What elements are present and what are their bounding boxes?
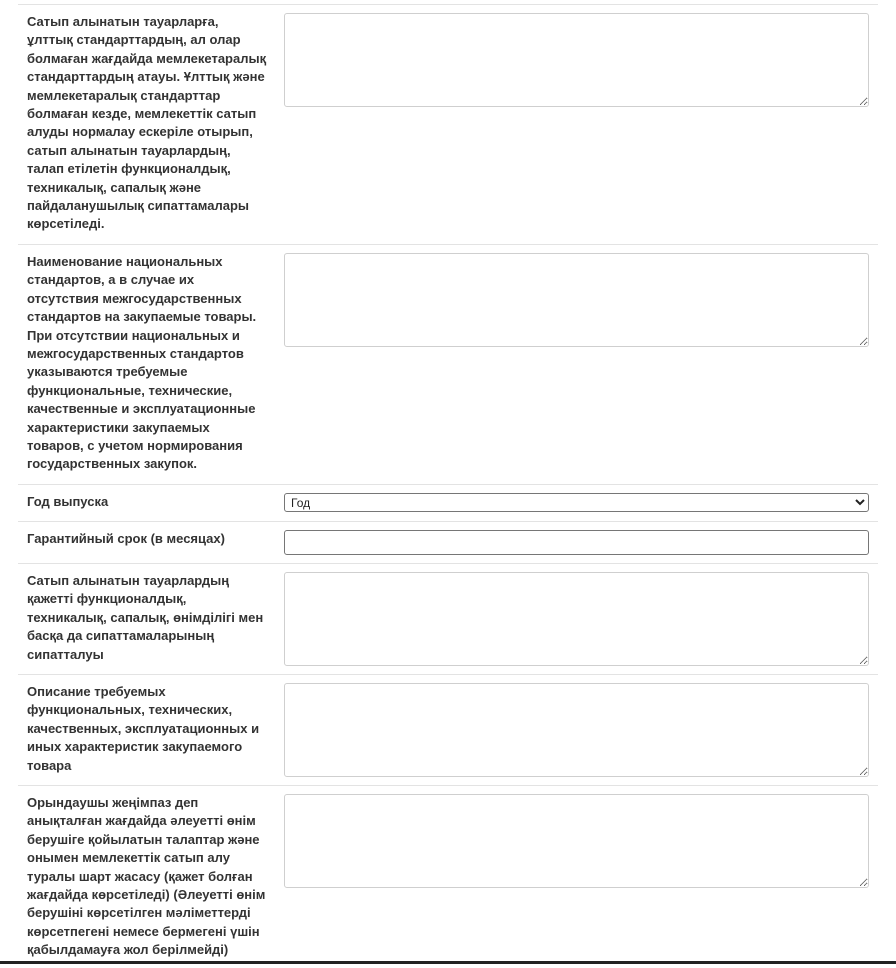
- form-row-supplier-requirements-kz: [18, 785, 878, 965]
- form-row-warranty: [18, 521, 878, 563]
- form-row-description-ru: [18, 674, 878, 785]
- field-cell: [275, 786, 878, 888]
- field-cell: [275, 564, 878, 666]
- field-label: Орындаушы жеңімпаз деп анықталған жағдайда әлеуетті өнім берушіге қойылатын талаптар және онымен мемлекеттік сатып алу туралы шарт жасасу (қажет болған жағдайда көрсетіледі) (Әлеуетті өнім берушіні көрсетілген мәліметтерді көрсетпегені немесе бермегені үшін қабылдамауға жол берілмейді): [27, 795, 266, 958]
- national-standards-kz-textarea[interactable]: [284, 13, 869, 107]
- field-label: Наименование национальных стандартов, а в случае их отсутствия межгосударственных стандартов на закупаемые товары. При отсутствии национальных и межгосударственных стандартов указываются требуемые функциональные, технические, качественные и эксплуатационные характеристики закупаемых товаров, с учетом нормирования государственных закупок.: [27, 254, 257, 472]
- warranty-months-input[interactable]: [284, 530, 869, 555]
- description-kz-textarea[interactable]: [284, 572, 869, 666]
- field-label: Сатып алынатын тауарларға, ұлттық стандарттардың, ал олар болмаған жағдайда мемлекетаралық стандарттардың атауы. Ұлттық және мемлекетаралық стандарттар болмаған кезде, мемлекеттік сатып алуды нормалау ескеріле отырып, сатып алынатын тауарлардың, талап етілетін функционалдық, техникалық, сапалық және пайдаланушылық сипаттамалары көрсетіледі.: [27, 14, 267, 232]
- supplier-requirements-kz-textarea[interactable]: [284, 794, 869, 888]
- form-row-national-standards-ru: [18, 244, 878, 484]
- field-cell: [275, 5, 878, 107]
- field-label: Сатып алынатын тауарлардың қажетті функционалдық, техникалық, сапалық, өнімділігі мен басқа да сипаттамаларының сипатталуы: [27, 573, 264, 662]
- field-cell: [275, 485, 878, 512]
- national-standards-ru-textarea[interactable]: [284, 253, 869, 347]
- field-label: Год выпуска: [27, 494, 109, 509]
- description-ru-textarea[interactable]: [284, 683, 869, 777]
- form-row-description-kz: [18, 563, 878, 674]
- form-row-release-year: [18, 484, 878, 521]
- field-cell: [275, 522, 878, 555]
- field-label: Гарантийный срок (в месяцах): [27, 531, 225, 546]
- field-cell: [275, 245, 878, 347]
- field-cell: [275, 675, 878, 777]
- field-label: Описание требуемых функциональных, технических, качественных, эксплуатационных и иных характеристик закупаемого товара: [27, 684, 260, 773]
- release-year-select[interactable]: [284, 493, 869, 512]
- form-row-national-standards-kz: [18, 4, 878, 244]
- product-spec-form: [18, 4, 878, 965]
